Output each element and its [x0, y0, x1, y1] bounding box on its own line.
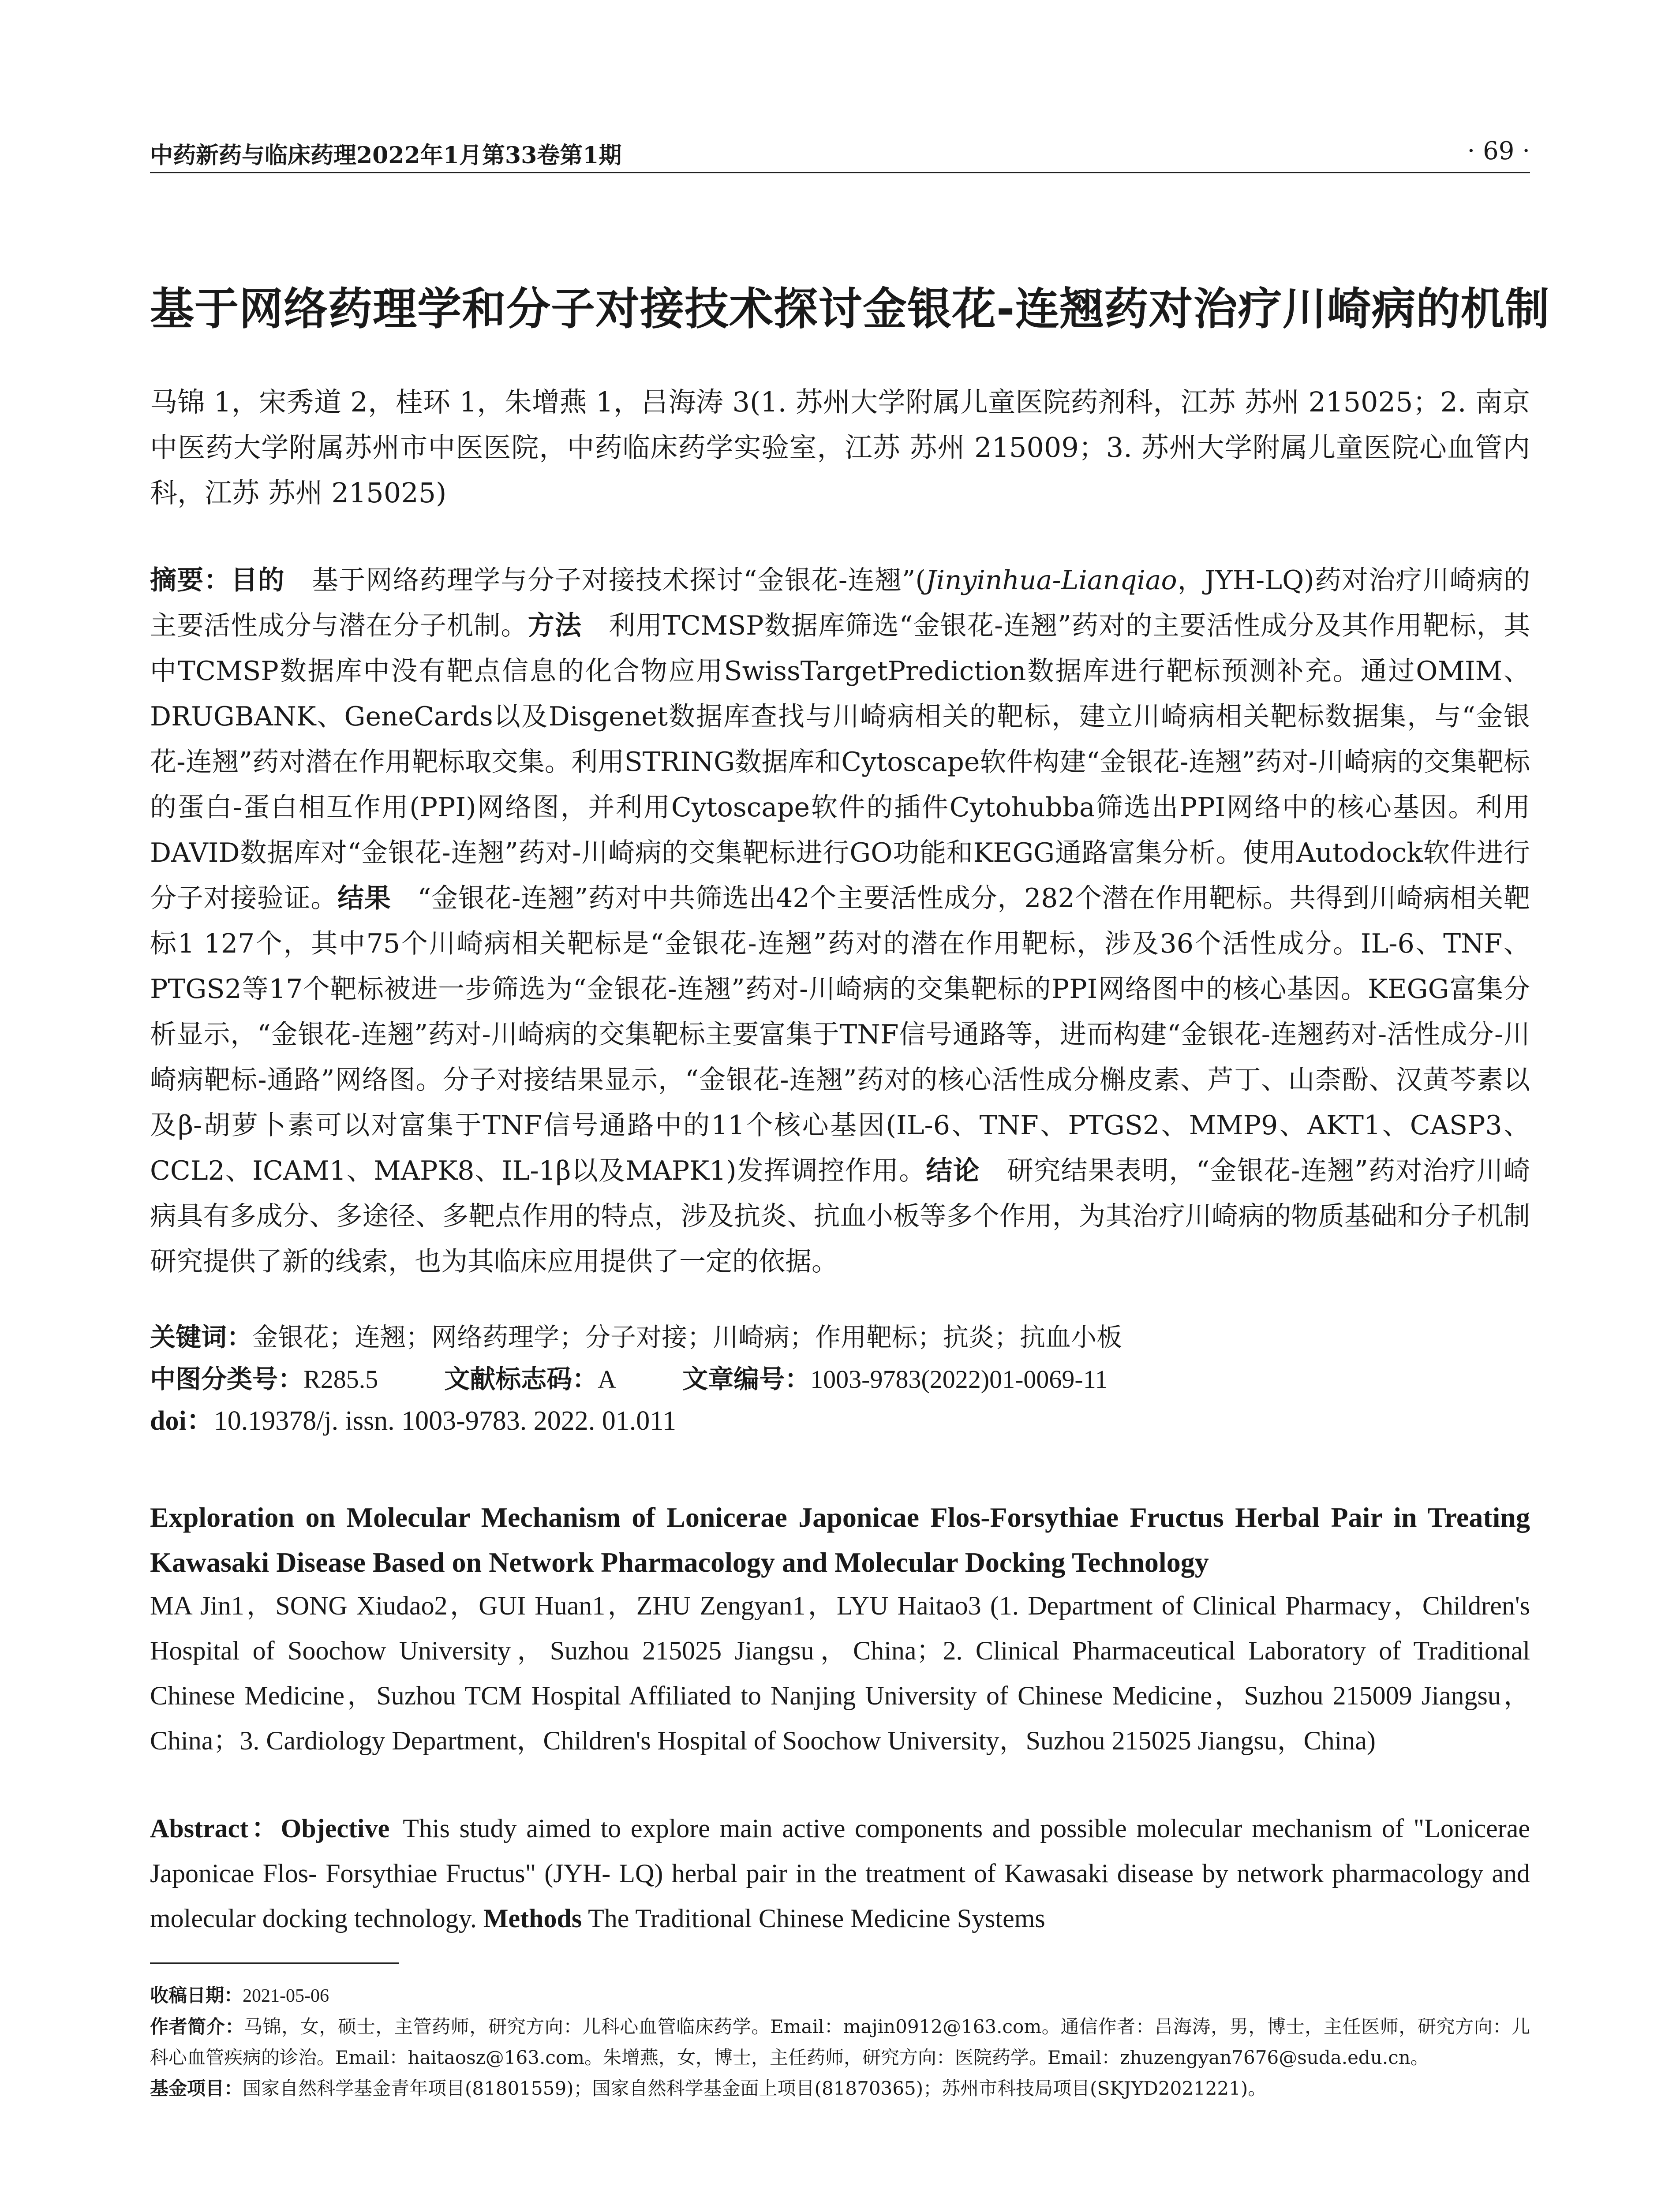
author-bio — [150, 2011, 1530, 2073]
author-affiliations-cn: 马锦 1，宋秀道 2，桂环 1，朱增燕 1，吕海涛 3(1. 苏州大学附属儿童医院药剂科，江苏 苏州 215025；2. 南京中医药大学附属苏州市中医医院，中药临床药学实验室，江苏 苏州 215009；3. 苏州大学附属儿童医院心血管内科，江苏 苏州 215025) — [150, 386, 1530, 509]
keywords-label: 关键词： — [150, 1322, 253, 1352]
objective-en-label: Objective — [281, 1814, 390, 1843]
article-value: 1003-9783(2022)01-0069-11 — [810, 1365, 1108, 1394]
abstract-label: 摘要： — [150, 565, 231, 596]
keywords-text: 金银花；连翘；网络药理学；分子对接；川崎病；作用靶标；抗炎；抗血小板 — [252, 1322, 1122, 1352]
objective-text-b: ，JYH-LQ)药对治疗川崎病的主要活性成分与潜在分子机制。 — [150, 565, 1530, 641]
article-title: 基于网络药理学和分子对接技术探讨金银花-连翘药对治疗川崎病的机制 — [150, 283, 1550, 335]
classification-row — [150, 1358, 1530, 1400]
methods-label: 方法 — [528, 610, 582, 641]
keywords — [150, 1316, 1530, 1358]
clc-value: R285.5 — [303, 1365, 378, 1394]
abstract-en — [150, 1806, 1530, 1941]
footnote-divider — [150, 1962, 399, 1964]
clc-number — [150, 1358, 378, 1400]
methods-en-label: Methods — [483, 1904, 582, 1933]
methods-en-text: The Traditional Chinese Medicine Systems — [588, 1904, 1045, 1933]
received-label: 收稿日期： — [150, 1984, 243, 2006]
doi-label: doi： — [150, 1406, 214, 1436]
article-number — [682, 1358, 1108, 1400]
received-value: 2021-05-06 — [243, 1986, 329, 2006]
fund-label: 基金项目： — [150, 2078, 243, 2099]
doc-label: 文献标志码： — [444, 1364, 598, 1394]
abstract-en-label: Abstract： — [150, 1814, 281, 1843]
doi — [150, 1400, 1530, 1442]
document-code — [444, 1358, 616, 1400]
received-date — [150, 1980, 1530, 2011]
results-text: “金银花-连翘”药对中共筛选出42个主要活性成分，282个潜在作用靶标。共得到川崎病相关靶标1 127个，其中75个川崎病相关靶标是“金银花-连翘”药对的潜在作用靶标，涉及36个活性成分。IL-6、TNF、PTGS2等17个靶标被进一步筛选为“金银花-连翘”药对-川崎病的交集靶标的PPI网络图中的核心基因。KEGG富集分析显示，“金银花-连翘”药对-川崎病的交集靶标主要富集于TNF信号通路等，进而构建“金银花-连翘药对-活性成分-川崎病靶标-通路”网络图。分子对接结果显示，“金银花-连翘”药对的核心活性成分槲皮素、芦丁、山柰酚、汉黄芩素以及β-胡萝卜素可以对富集于TNF信号通路中的11个核心基因(IL-6、TNF、PTGS2、MMP9、AKT1、CASP3、CCL2、ICAM1、MAPK8、IL-1β以及MAPK1)发挥调控作用。 — [150, 883, 1530, 1186]
conclusion-text: 研究结果表明，“金银花-连翘”药对治疗川崎病具有多成分、多途径、多靶点作用的特点，涉及抗炎、抗血小板等多个作用，为其治疗川崎病的物质基础和分子机制研究提供了新的线索，也为其临床应用提供了一定的依据。 — [150, 1155, 1530, 1277]
results-label: 结果 — [337, 883, 391, 914]
objective-text-a: 基于网络药理学与分子对接技术探讨“金银花-连翘”( — [311, 565, 926, 596]
clc-label: 中图分类号： — [150, 1364, 304, 1394]
fund-info — [150, 2073, 1530, 2104]
fund-text: 国家自然科学基金青年项目(81801559)；国家自然科学基金面上项目(81870365)；苏州市科技局项目(SKJYD2021221)。 — [243, 2078, 1267, 2099]
article-label: 文章编号： — [682, 1364, 811, 1394]
page-number: · 69 · — [1467, 137, 1530, 165]
running-head — [150, 132, 1530, 173]
author-affiliations-en: MA Jin1，SONG Xiudao2，GUI Huan1，ZHU Zengyan1，LYU Haitao3 (1. Department of Clinical Pharmacy，Children's Hospital of Soochow University，Suzhou 215025 Jiangsu，China；2. Clinical Pharmaceutical Laboratory of Traditional Chinese Medicine，Suzhou TCM Hospital Affiliated to Nanjing University of Chinese Medicine，Suzhou 215009 Jiangsu，China；3. Cardiology Department，Children's Hospital of Soochow University，Suzhou 215025 Jiangsu，China) — [150, 1591, 1530, 1755]
bio-label: 作者简介： — [150, 2016, 244, 2037]
doi-value: 10.19378/j. issn. 1003-9783. 2022. 01.011 — [213, 1406, 676, 1436]
objective-label: 目的 — [231, 565, 285, 596]
conclusion-label: 结论 — [926, 1155, 980, 1186]
objective-italic: Jinyinhua-Lianqiao — [925, 565, 1177, 596]
abstract-cn — [150, 558, 1530, 1285]
objective-en-text: This study aimed to explore main active components and possible molecular mechanism of "Lonicerae Japonicae Flos- Forsythiae Fructus" (JYH- LQ) herbal pair in the treatment of Kawasaki disease by network pharmacology and molecular docking technology. — [150, 1814, 1530, 1933]
journal-name: 中药新药与临床药理2022年1月第33卷第1期 — [150, 142, 622, 169]
footnotes — [150, 1980, 1530, 2104]
methods-text: 利用TCMSP数据库筛选“金银花-连翘”药对的主要活性成分及其作用靶标，其中TCMSP数据库中没有靶点信息的化合物应用SwissTargetPrediction数据库进行靶标预测补充。通过OMIM、DRUGBANK、GeneCards以及Disgenet数据库查找与川崎病相关的靶标，建立川崎病相关靶标数据集，与“金银花-连翘”药对潜在作用靶标取交集。利用STRING数据库和Cytoscape软件构建“金银花-连翘”药对-川崎病的交集靶标的蛋白-蛋白相互作用(PPI)网络图，并利用Cytoscape软件的插件Cytohubba筛选出PPI网络中的核心基因。利用DAVID数据库对“金银花-连翘”药对-川崎病的交集靶标进行GO功能和KEGG通路富集分析。使用Autodock软件进行分子对接验证。 — [150, 610, 1530, 914]
bio-text: 马锦，女，硕士，主管药师，研究方向：儿科心血管临床药学。Email：majin0912@163.com。通信作者：吕海涛，男，博士，主任医师，研究方向：儿科心血管疾病的诊治。Email：haitaosz@163.com。朱增燕，女，博士，主任药师，研究方向：医院药学。Email：zhuzengyan7676@suda.edu.cn。 — [150, 2016, 1530, 2068]
article-title-en: Exploration on Molecular Mechanism of Lonicerae Japonicae Flos-Forsythiae Fructus Herbal Pair in Treating Kawasaki Disease Based on Network Pharmacology and Molecular Docking Technology — [150, 1502, 1530, 1578]
doc-value: A — [598, 1365, 617, 1394]
